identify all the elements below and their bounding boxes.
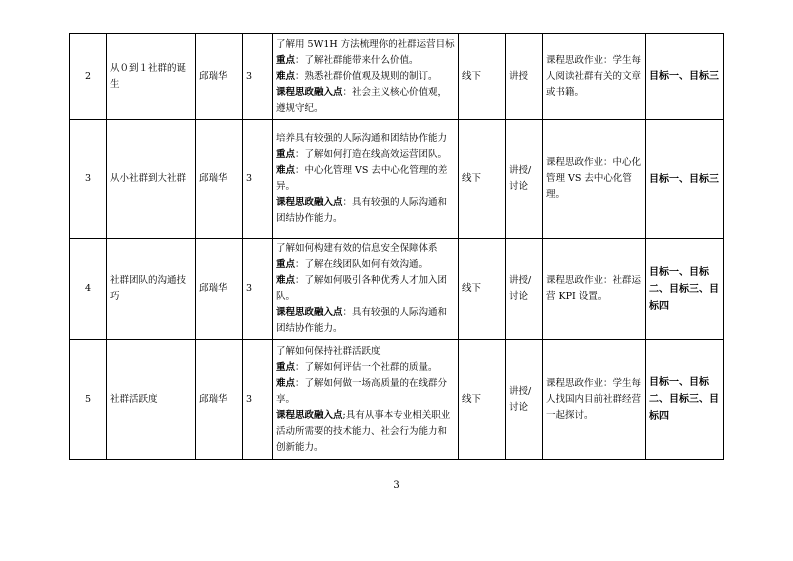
topic-cell: 社群团队的沟通技巧	[107, 239, 196, 340]
key-point-label: 重点	[276, 149, 296, 160]
key-point-text: ：了解如何打造在线高效运营团队。	[295, 149, 448, 160]
homework-cell: 课程思政作业：学生每人阅读社群有关的文章或书籍。	[543, 34, 646, 120]
difficulty-text: ：了解如何做一场高质量的在线群分享。	[276, 377, 448, 405]
ideology-label: 课程思政融入点	[276, 409, 343, 421]
method-cell: 讲授	[506, 34, 543, 120]
key-point-text: ：了解在线团队如何有效沟通。	[295, 259, 429, 270]
row-number: 3	[70, 120, 107, 239]
difficulty-label: 难点	[276, 275, 296, 286]
difficulty-text: ：了解如何吸引各种优秀人才加入团队。	[276, 275, 448, 302]
homework-cell: 课程思政作业：学生每人找国内目前社群经营一起探讨。	[543, 340, 646, 460]
page-number: 3	[393, 480, 400, 491]
ideology-label: 课程思政融入点	[276, 86, 343, 98]
ideology-label: 课程思政融入点	[276, 307, 343, 318]
topic-cell: 从０到１社群的诞生	[107, 34, 196, 120]
content-cell	[273, 340, 459, 460]
goal-line: 了解用 5W1H 方法梳理你的社群运营目标	[276, 38, 455, 50]
hours-cell: 3	[243, 340, 273, 460]
content-cell	[273, 120, 459, 239]
target-cell: 目标一、目标三	[646, 120, 724, 239]
mode-cell: 线下	[459, 340, 506, 460]
difficulty-label: 难点	[276, 165, 296, 176]
table-row	[70, 239, 724, 340]
key-point-text: ：了解如何评估一个社群的质量。	[295, 361, 438, 373]
difficulty-label: 难点	[276, 377, 296, 389]
table-row	[70, 34, 724, 120]
method-cell: 讲授/讨论	[506, 120, 543, 239]
key-point-label: 重点	[276, 361, 296, 373]
row-number: 4	[70, 239, 107, 340]
goal-line: 了解如何构建有效的信息安全保障体系	[276, 243, 438, 254]
target-cell: 目标一、目标二、目标三、目标四	[646, 340, 724, 460]
mode-cell: 线下	[459, 239, 506, 340]
difficulty-text: ：中心化管理 VS 去中心化管理的差异。	[276, 165, 448, 192]
method-cell: 讲授/讨论	[506, 340, 543, 460]
target-cell: 目标一、目标二、目标三、目标四	[646, 239, 724, 340]
row-number: 5	[70, 340, 107, 460]
homework-cell: 课程思政作业：中心化管理 VS 去中心化管理。	[543, 120, 646, 239]
mode-cell: 线下	[459, 34, 506, 120]
ideology-text: ：具有较强的人际沟通和团结协作能力。	[276, 197, 448, 224]
homework-cell: 课程思政作业：社群运营 KPI 设置。	[543, 239, 646, 340]
goal-line: 培养具有较强的人际沟通和团结协作能力	[276, 133, 448, 144]
difficulty-label: 难点	[276, 70, 296, 82]
mode-cell: 线下	[459, 120, 506, 239]
difficulty-text: ：熟悉社群价值观及规则的制订。	[295, 70, 438, 82]
topic-cell: 从小社群到大社群	[107, 120, 196, 239]
row-number: 2	[70, 34, 107, 120]
content-cell	[273, 239, 459, 340]
table-row	[70, 340, 724, 460]
teacher-cell: 邱瑞华	[196, 34, 243, 120]
teacher-cell: 邱瑞华	[196, 239, 243, 340]
content-cell	[273, 34, 459, 120]
teacher-cell: 邱瑞华	[196, 340, 243, 460]
ideology-text: ：社会主义核心价值观，遵规守纪。	[276, 86, 448, 114]
target-cell: 目标一、目标三	[646, 34, 724, 120]
ideology-text: ;具有从事本专业相关职业活动所需要的技术能力、社会行为能力和创新能力。	[276, 409, 451, 453]
key-point-text: ：了解社群能带来什么价值。	[295, 54, 419, 66]
key-point-label: 重点	[276, 54, 296, 66]
topic-cell: 社群活跃度	[107, 340, 196, 460]
hours-cell: 3	[243, 239, 273, 340]
ideology-label: 课程思政融入点	[276, 197, 343, 208]
course-schedule-table	[69, 33, 724, 460]
table-row	[70, 120, 724, 239]
goal-line: 了解如何保持社群活跃度	[276, 345, 381, 357]
hours-cell: 3	[243, 34, 273, 120]
hours-cell: 3	[243, 120, 273, 239]
teacher-cell: 邱瑞华	[196, 120, 243, 239]
ideology-text: ：具有较强的人际沟通和团结协作能力。	[276, 307, 448, 334]
method-cell: 讲授/讨论	[506, 239, 543, 340]
key-point-label: 重点	[276, 259, 296, 270]
